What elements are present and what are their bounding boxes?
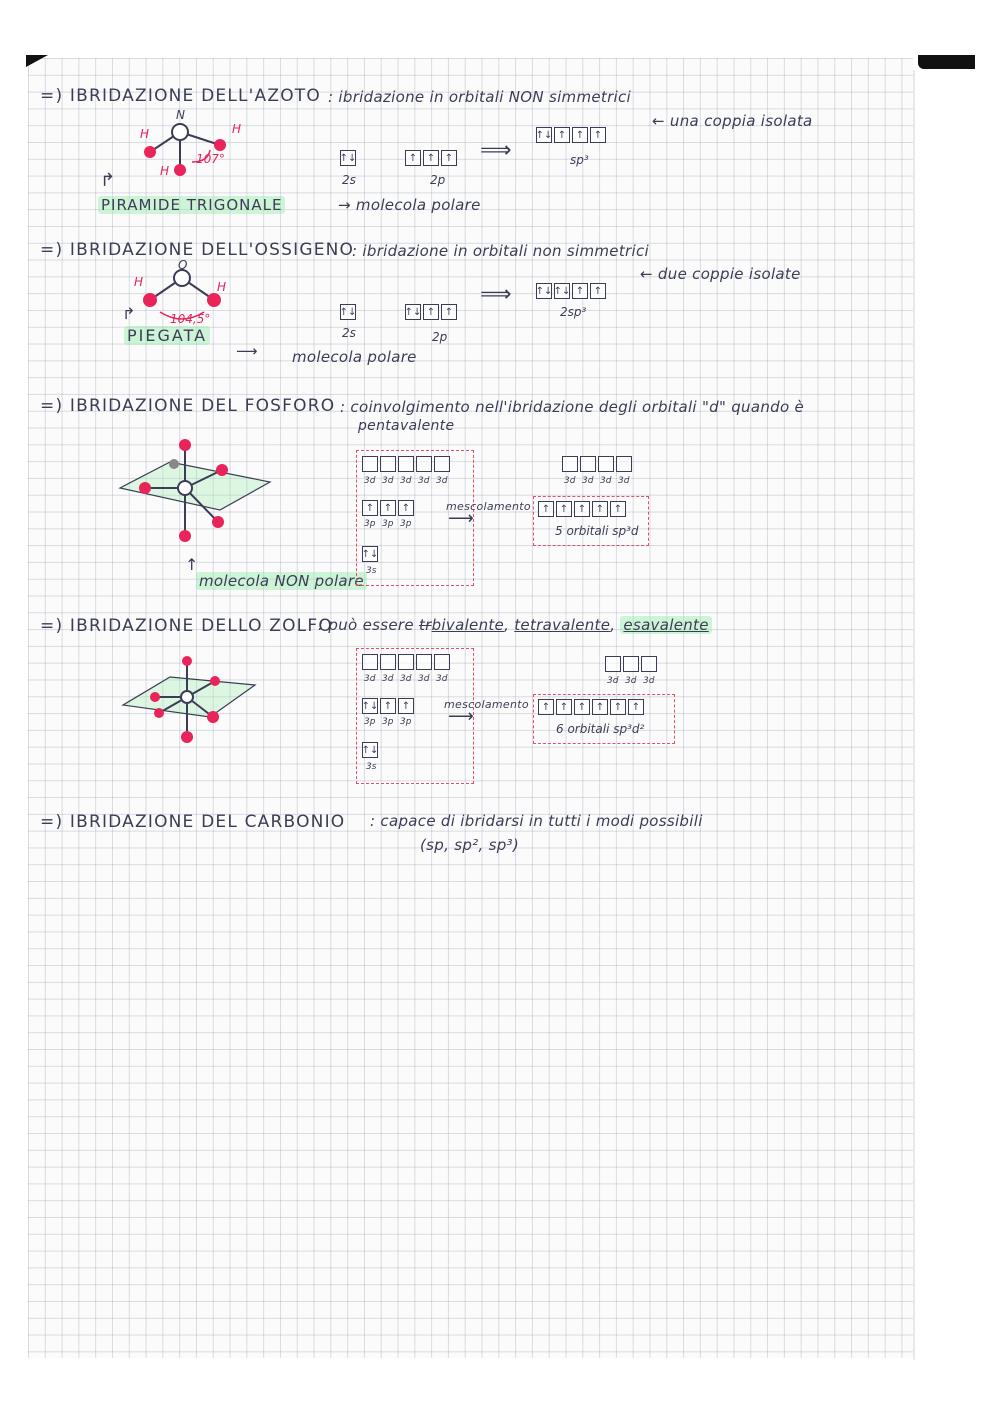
sulfur-molecule — [115, 655, 265, 750]
orbital-box — [623, 656, 639, 672]
orbital-box — [580, 456, 596, 472]
orbital-box: ↑ — [398, 500, 414, 516]
orbital-labels-d-after: 3d 3d 3d 3d — [564, 476, 630, 486]
atom-h-label: H — [217, 280, 227, 294]
orbital-box: ↑ — [628, 699, 644, 715]
orbital-box: ↑ — [398, 698, 414, 714]
double-arrow-icon: ⟹ — [480, 138, 512, 163]
orbital-box: ↑↓ — [405, 304, 421, 320]
double-arrow-icon: ⟹ — [480, 282, 512, 307]
orbital-labels-d-after: 3d 3d 3d — [607, 676, 655, 686]
orbital-box — [605, 656, 621, 672]
orbital-box: ↑ — [572, 283, 588, 299]
orbital-row-3s — [362, 546, 380, 562]
atom-o-label: O — [178, 258, 188, 272]
section-title-zolfo: =) IBRIDAZIONE DELLO ZOLFO — [40, 616, 333, 636]
orbital-box: ↑ — [574, 501, 590, 517]
orbital-box — [616, 456, 632, 472]
orbital-row-hybrid — [538, 501, 628, 517]
orbital-box — [398, 654, 414, 670]
orbital-box: ↑ — [556, 699, 572, 715]
lone-pair-note: ← due coppie isolate — [640, 265, 801, 283]
orbital-label-2s: 2s — [342, 326, 356, 340]
atom-h-label: H — [232, 122, 242, 136]
orbital-box: ↑↓ — [362, 546, 378, 562]
mix-label: mescolamento — [444, 698, 529, 711]
orbital-box: ↑↓ — [362, 742, 378, 758]
orbital-row-hybrid — [538, 699, 646, 715]
page-edge — [913, 70, 915, 1360]
orbital-label-3s: 3s — [366, 566, 377, 576]
atom-h-label: H — [160, 164, 170, 178]
orbital-row-hybrid — [536, 283, 608, 299]
section-title-azoto: =) IBRIDAZIONE DELL'AZOTO — [40, 86, 321, 106]
orbital-box: ↑ — [590, 127, 606, 143]
hybrid-label: 6 orbitali sp³d² — [556, 722, 645, 736]
section-subtitle-azoto: : ibridazione in orbitali NON simmetrici — [328, 88, 632, 106]
orbital-box: ↑↓ — [340, 304, 356, 320]
orbital-box — [416, 456, 432, 472]
orbital-box — [598, 456, 614, 472]
orbital-labels-3p: 3p 3p 3p — [364, 717, 412, 727]
orbital-box: ↑↓ — [554, 283, 570, 299]
orbital-box: ↑↓ — [536, 127, 552, 143]
orbital-box: ↑ — [423, 304, 439, 320]
phosphorus-molecule — [110, 440, 280, 550]
section-subtitle-carbonio-2: (sp, sp², sp³) — [420, 836, 520, 854]
mix-label: mescolamento — [446, 500, 531, 513]
orbital-box: ↑ — [574, 699, 590, 715]
orbital-label-2p: 2p — [430, 173, 446, 187]
orbital-box: ↑ — [423, 150, 439, 166]
orbital-box: ↑ — [380, 698, 396, 714]
section-title-carbonio: =) IBRIDAZIONE DEL CARBONIO — [40, 812, 346, 832]
orbital-row-3p — [362, 698, 416, 714]
orbital-box — [380, 456, 396, 472]
atom-n-label: N — [176, 108, 185, 122]
orbital-label-2p: 2p — [432, 330, 448, 344]
orbital-row-2s — [340, 150, 358, 166]
shape-label: PIEGATA — [124, 326, 210, 345]
section-title-fosforo: =) IBRIDAZIONE DEL FOSFORO — [40, 396, 336, 416]
orbital-box — [398, 456, 414, 472]
orbital-box: ↑ — [592, 501, 608, 517]
orbital-labels-3d: 3d 3d 3d 3d 3d — [364, 476, 448, 486]
shape-label: PIRAMIDE TRIGONALE — [98, 196, 285, 214]
orbital-box: ↑ — [572, 127, 588, 143]
polarity-label: → molecola polare — [338, 196, 481, 214]
orbital-labels-3d: 3d 3d 3d 3d 3d — [364, 674, 448, 684]
orbital-box: ↑ — [538, 699, 554, 715]
section-subtitle-fosforo: : coinvolgimento nell'ibridazione degli orbitali "d" quando è — [340, 398, 805, 416]
orbital-row-3s — [362, 742, 380, 758]
orbital-box: ↑ — [590, 283, 606, 299]
orbital-row-3d — [362, 456, 452, 472]
arrow-icon: ↑ — [185, 555, 199, 574]
orbital-label-hybrid: sp³ — [570, 153, 589, 167]
orbital-box — [641, 656, 657, 672]
arrow-icon: ⟶ — [448, 508, 475, 529]
orbital-box — [562, 456, 578, 472]
lone-pair-note: ← una coppia isolata — [652, 112, 813, 130]
angle-label: 107° — [196, 152, 225, 166]
orbital-box: ↑ — [441, 150, 457, 166]
orbital-box — [434, 456, 450, 472]
section-subtitle-zolfo: : può essere trbivalente, tetravalente, esavalente — [318, 616, 712, 634]
orbital-row-3p — [362, 500, 416, 516]
orbital-row-d-after — [562, 456, 634, 472]
orbital-box: ↑ — [610, 699, 626, 715]
atom-h-label: H — [134, 275, 144, 289]
polarity-label: molecola NON polare — [196, 572, 367, 590]
orbital-box: ↑ — [610, 501, 626, 517]
section-subtitle-carbonio: : capace di ibridarsi in tutti i modi possibili — [370, 812, 703, 830]
orbital-box — [362, 654, 378, 670]
orbital-box: ↑↓ — [362, 698, 378, 714]
orbital-box: ↑ — [538, 501, 554, 517]
orbital-box — [362, 456, 378, 472]
orbital-label-hybrid: 2sp³ — [560, 305, 587, 319]
orbital-label-3s: 3s — [366, 762, 377, 772]
orbital-box: ↑↓ — [340, 150, 356, 166]
orbital-box: ↑ — [441, 304, 457, 320]
page-corner-right — [918, 55, 975, 69]
orbital-box — [380, 654, 396, 670]
arrow-icon: ⟶ — [448, 706, 475, 727]
orbital-row-3d — [362, 654, 452, 670]
orbital-labels-3p: 3p 3p 3p — [364, 519, 412, 529]
curved-arrow-icon: ↱ — [100, 170, 116, 191]
curved-arrow-icon: ↱ — [122, 304, 136, 323]
orbital-row-2p — [405, 150, 459, 166]
orbital-box: ↑ — [405, 150, 421, 166]
section-title-ossigeno: =) IBRIDAZIONE DELL'OSSIGENO — [40, 240, 355, 260]
orbital-box: ↑ — [554, 127, 570, 143]
orbital-box: ↑↓ — [536, 283, 552, 299]
orbital-box: ↑ — [380, 500, 396, 516]
arrow-icon: ⟶ — [236, 342, 258, 360]
orbital-box: ↑ — [556, 501, 572, 517]
orbital-box — [434, 654, 450, 670]
section-subtitle-fosforo-2: pentavalente — [358, 418, 455, 434]
orbital-row-d-after — [605, 656, 659, 672]
hybrid-label: 5 orbitali sp³d — [555, 524, 639, 538]
orbital-label-2s: 2s — [342, 173, 356, 187]
orbital-box: ↑ — [362, 500, 378, 516]
atom-h-label: H — [140, 127, 150, 141]
section-subtitle-ossigeno: : ibridazione in orbitali non simmetrici — [352, 242, 649, 260]
orbital-row-hybrid — [536, 127, 608, 143]
polarity-label: molecola polare — [292, 348, 417, 366]
orbital-box — [416, 654, 432, 670]
angle-label: 104,5° — [170, 312, 211, 326]
orbital-box: ↑ — [592, 699, 608, 715]
orbital-row-2s — [340, 304, 358, 320]
orbital-row-2p — [405, 304, 459, 320]
